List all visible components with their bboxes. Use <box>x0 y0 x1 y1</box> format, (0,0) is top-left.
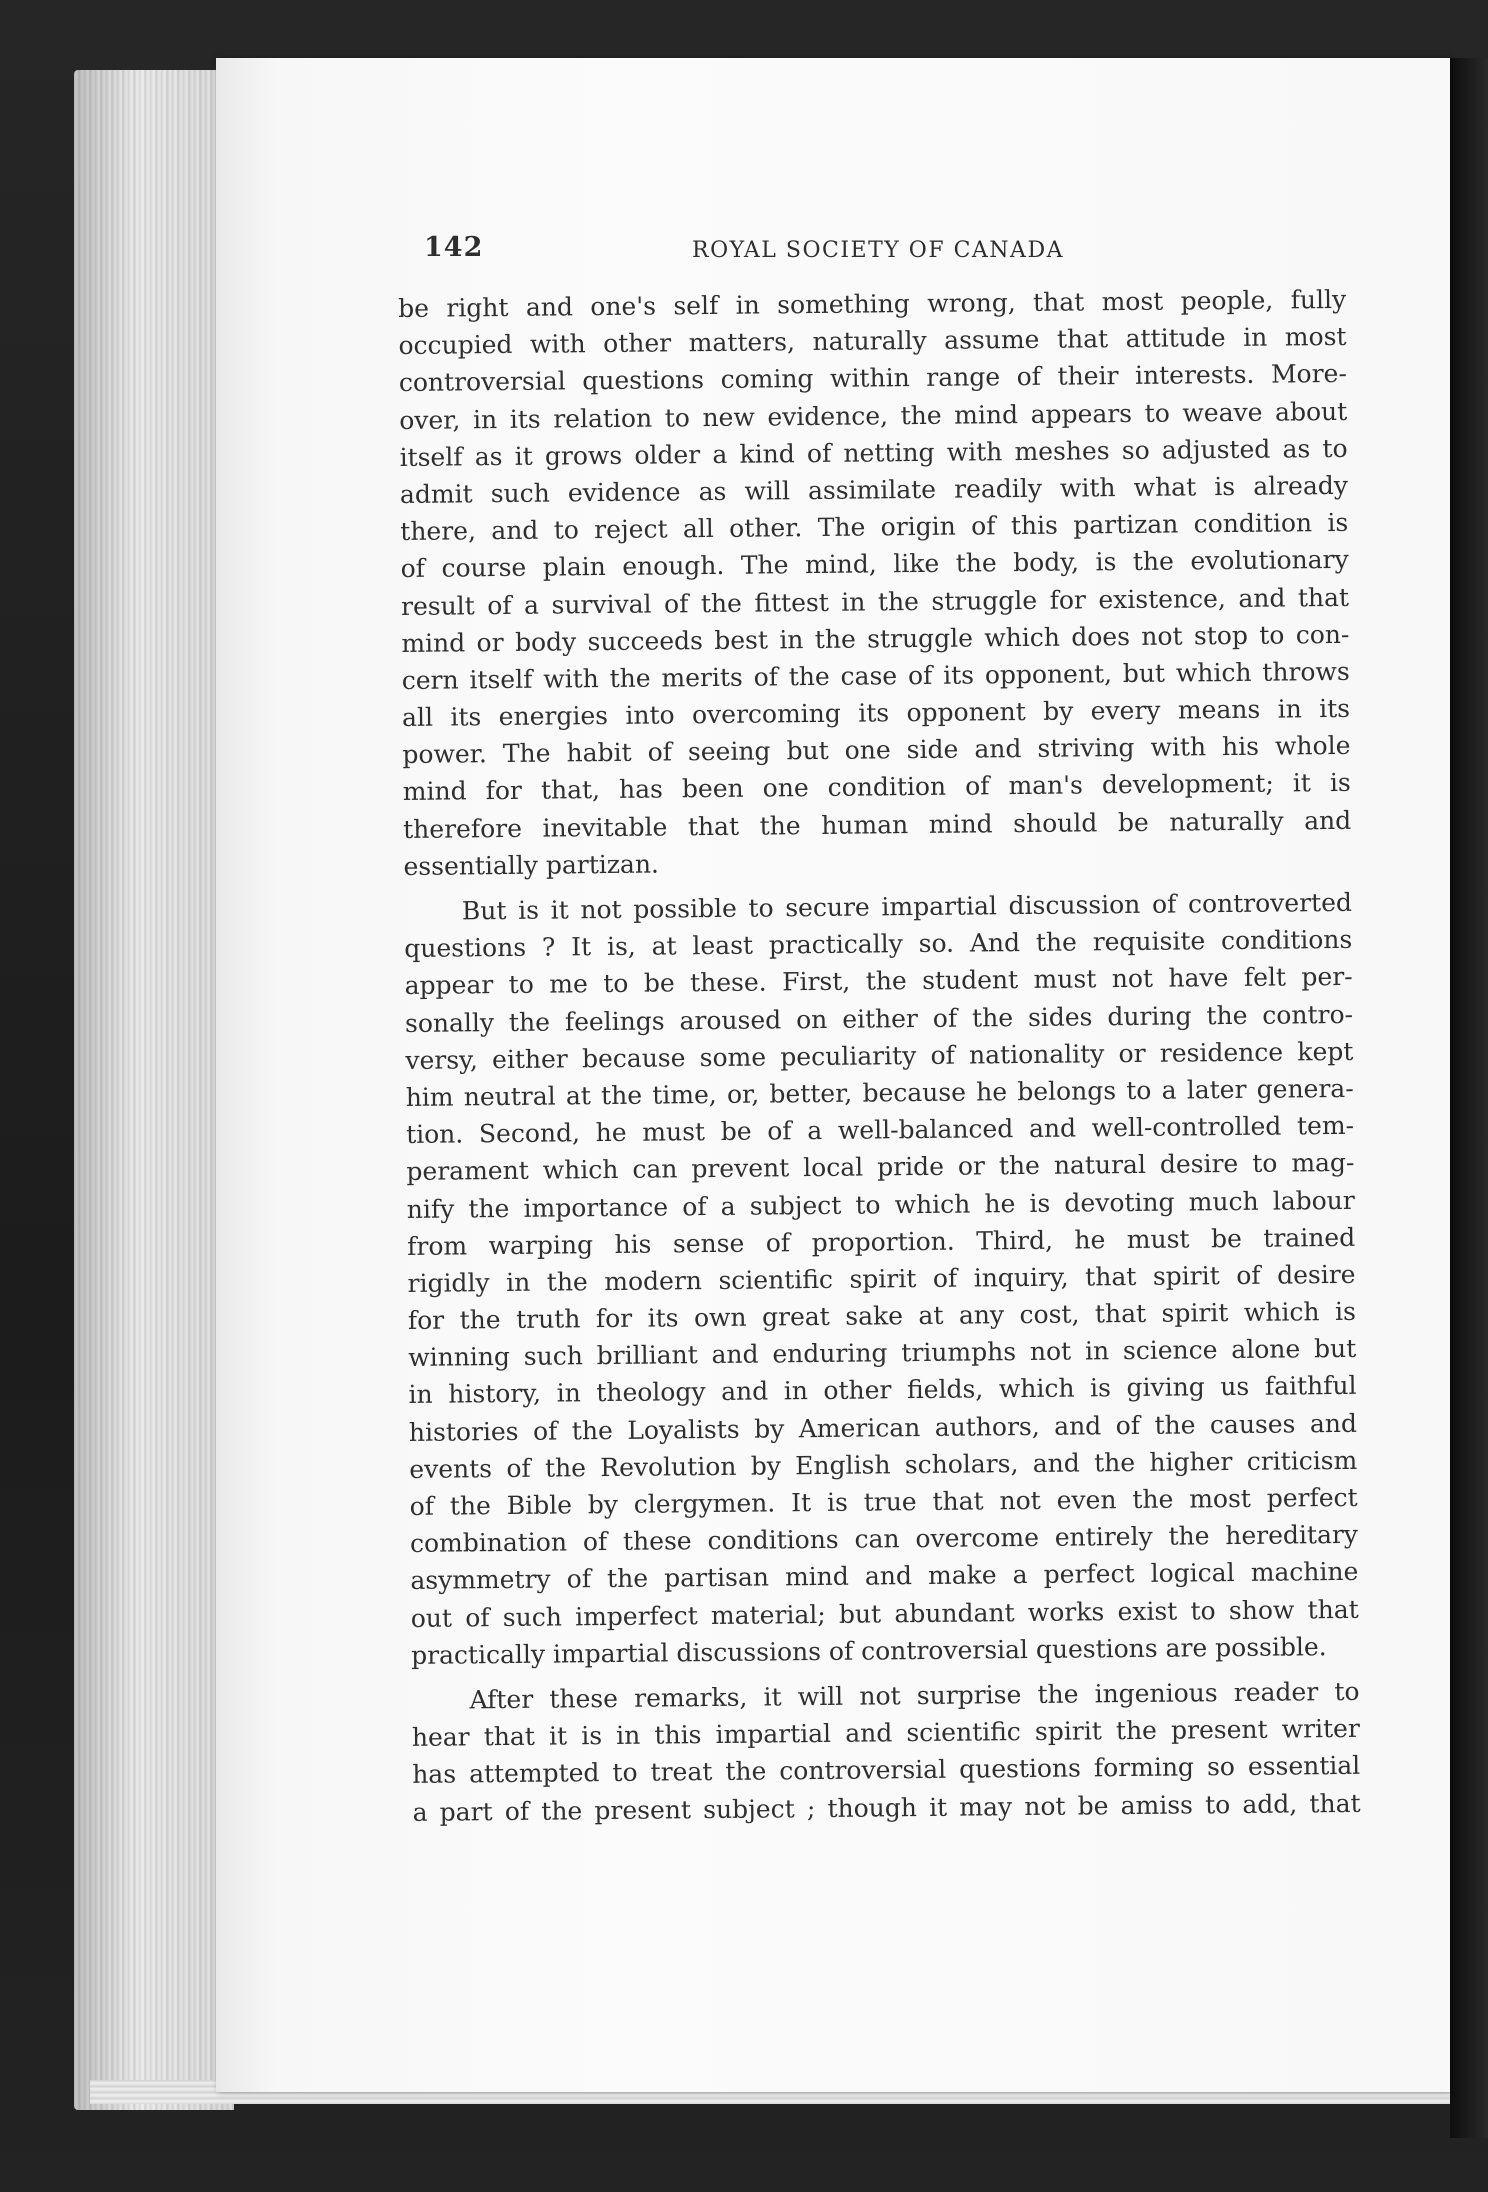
text-line: out of such imperfect material; but abundant works exist to show that <box>410 1594 1359 1633</box>
text-line: versy, either because some peculiarity of nationality or residence kept <box>405 1036 1354 1075</box>
text-line: all its energies into overcoming its opponent by every means in its <box>401 693 1351 733</box>
text-line: of the Bible by clergymen. It is true that not even the most perfect <box>409 1482 1358 1521</box>
page-header <box>424 232 1084 272</box>
text-line: therefore inevitable that the human mind should be naturally and <box>403 805 1352 844</box>
text-line: appear to me to be these. First, the student must not have felt per- <box>404 962 1353 1001</box>
paragraph <box>398 281 1352 885</box>
text-line: him neutral at the time, or, better, because he belongs to a later genera- <box>405 1073 1354 1112</box>
running-title: ROYAL SOCIETY OF CANADA <box>692 238 1064 263</box>
text-line: mind or body succeeds best in the struggle which does not stop to con- <box>401 619 1350 658</box>
paragraph <box>411 1673 1360 1831</box>
text-line: essentially partizan. <box>403 849 660 881</box>
paragraph <box>404 884 1359 1674</box>
body-text <box>398 281 1361 1831</box>
text-line: for the truth for its own great sake at any cost, that spirit which is <box>407 1296 1356 1336</box>
text-line: questions ? It is, at least practically so. And the requisite conditions <box>404 925 1353 964</box>
text-line: events of the Revolution by English scholars, and the higher criticism <box>409 1445 1358 1484</box>
page-number: 142 <box>424 232 484 263</box>
text-line: mind for that, has been one condition of man's development; it is <box>402 768 1351 807</box>
text-line: winning such brilliant and enduring triumphs not in science alone but <box>408 1334 1357 1373</box>
text-line: combination of these conditions can overcome entirely the hereditary <box>409 1520 1359 1559</box>
text-line: But is it not possible to secure impartial discussion of controverted <box>461 887 1353 926</box>
text-line: sonally the feelings aroused on either of the sides during the contro- <box>404 999 1354 1038</box>
text-line: there, and to reject all other. The origin of this partizan condition is <box>400 508 1349 547</box>
text-line: result of a survival of the fittest in the struggle for existence, and that <box>400 582 1350 621</box>
text-line: cern itself with the merits of the case of its opponent, but which throws <box>401 656 1350 695</box>
text-line: hear that it is in this impartial and scientific spirit the present writer <box>411 1713 1360 1753</box>
text-line: has attempted to treat the controversial questions forming so essential <box>412 1751 1361 1790</box>
text-line: be right and one's self in something wrong, that most people, fully <box>398 284 1347 323</box>
text-line: perament which can prevent local pride or the natural desire to mag- <box>406 1148 1355 1187</box>
text-line: in history, in theology and in other fields, which is giving us faithful <box>408 1371 1357 1410</box>
text-line: over, in its relation to new evidence, the mind appears to weave about <box>399 396 1348 435</box>
text-line: a part of the present subject ; though it may not be amiss to add, that <box>412 1788 1361 1827</box>
text-line: controversial questions coming within range of their interests. More- <box>398 359 1347 398</box>
text-line: from warping his sense of proportion. Third, he must be trained <box>407 1222 1356 1261</box>
text-line: histories of the Loyalists by American authors, and of the causes and <box>408 1408 1358 1447</box>
text-line: nify the importance of a subject to which he is devoting much labour <box>406 1185 1355 1224</box>
text-line: After these remarks, it will not surprise the ingenious reader to <box>469 1676 1360 1715</box>
page-edges-shadow <box>74 70 234 2110</box>
text-line: asymmetry of the partisan mind and make a perfect logical machine <box>410 1557 1359 1596</box>
text-line: of course plain enough. The mind, like the body, is the evolutionary <box>400 545 1349 584</box>
text-line: occupied with other matters, naturally assume that attitude in most <box>398 322 1347 361</box>
text-line: itself as it grows older a kind of netting with meshes so adjusted as to <box>399 433 1348 472</box>
text-line: power. The habit of seeing but one side and striving with his whole <box>402 731 1351 770</box>
text-line: tion. Second, he must be of a well-balanced and well-controlled tem- <box>405 1110 1355 1150</box>
text-line: admit such evidence as will assimilate readily with what is already <box>399 470 1349 509</box>
text-line: rigidly in the modern scientific spirit of inquiry, that spirit of desire <box>407 1259 1356 1298</box>
book-right-edge <box>1450 58 1488 2138</box>
text-line: practically impartial discussions of controversial questions are possible. <box>410 1631 1327 1670</box>
